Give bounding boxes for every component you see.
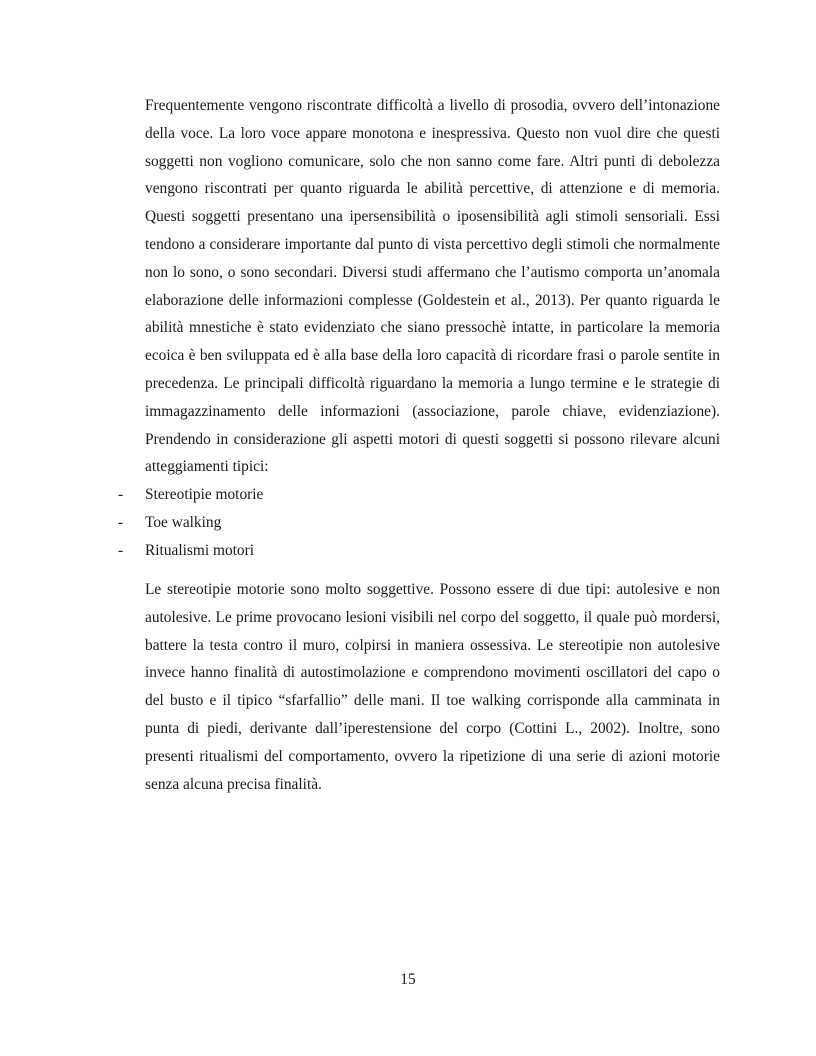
motor-behaviors-list [118, 481, 718, 564]
bullet-dash-icon: - [118, 541, 124, 559]
bullet-dash-icon: - [118, 513, 124, 531]
list-item-text: Ritualismi motori [145, 541, 255, 559]
bullet-dash-icon: - [118, 486, 124, 503]
page-number: 15 [400, 971, 416, 988]
body-paragraph-stereotypies: Le stereotipie motorie sono molto soggettive. Possono essere di due tipi: autolesive e non autolesive. Le prime provocano lesioni visibili nel corpo del soggetto, il quale può mordersi, battere la testa contro il muro, colpirsi in maniera ossessiva. Le stereotipie non autolesive invece hanno finalità di autostimolazione e comprendono movimenti oscillatori del capo o del busto e il tipico “sfarfallio” delle mani. Il toe walking corrisponde alla camminata in punta di piedi, derivante dall’iperestensione del corpo (Cottini L., 2002). Inoltre, sono presenti ritualismi del comportamento, ovvero la ripetizione di una serie di azioni motorie senza alcuna precisa finalità. [145, 581, 720, 793]
list-item-text: Toe walking [145, 513, 222, 531]
list-item [118, 537, 718, 565]
list-item [118, 481, 718, 509]
body-paragraph-prosody: Frequentemente vengono riscontrate difficoltà a livello di prosodia, ovvero dell’intonazione della voce. La loro voce appare monotona e inespressiva. Questo non vuol dire che questi soggetti non vogliono comunicare, solo che non sanno come fare. Altri punti di debolezza vengono riscontrati per quanto riguarda le abilità percettive, di attenzione e di memoria. Questi soggetti presentano una ipersensibilità o iposensibilità agli stimoli sensoriali. Essi tendono a considerare importante dal punto di vista percettivo degli stimoli che normalmente non lo sono, o sono secondari. Diversi studi affermano che l’autismo comporta un’anomala elaborazione delle informazioni complesse (Goldestein et al., 2013). Per quanto riguarda le abilità mnestiche è stato evidenziato che siano pressochè intatte, in particolare la memoria ecoica è ben sviluppata ed è alla base della loro capacità di ricordare frasi o parole sentite in precedenza. Le principali difficoltà riguardano la memoria a lungo termine e le strategie di immagazzinamento delle informazioni (associazione, parole chiave, evidenziazione). Prendendo in considerazione gli aspetti motori di questi soggetti si possono rilevare alcuni atteggiamenti tipici: [145, 97, 720, 476]
list-item-text: Stereotipie motorie [145, 486, 264, 503]
list-item [118, 509, 718, 537]
